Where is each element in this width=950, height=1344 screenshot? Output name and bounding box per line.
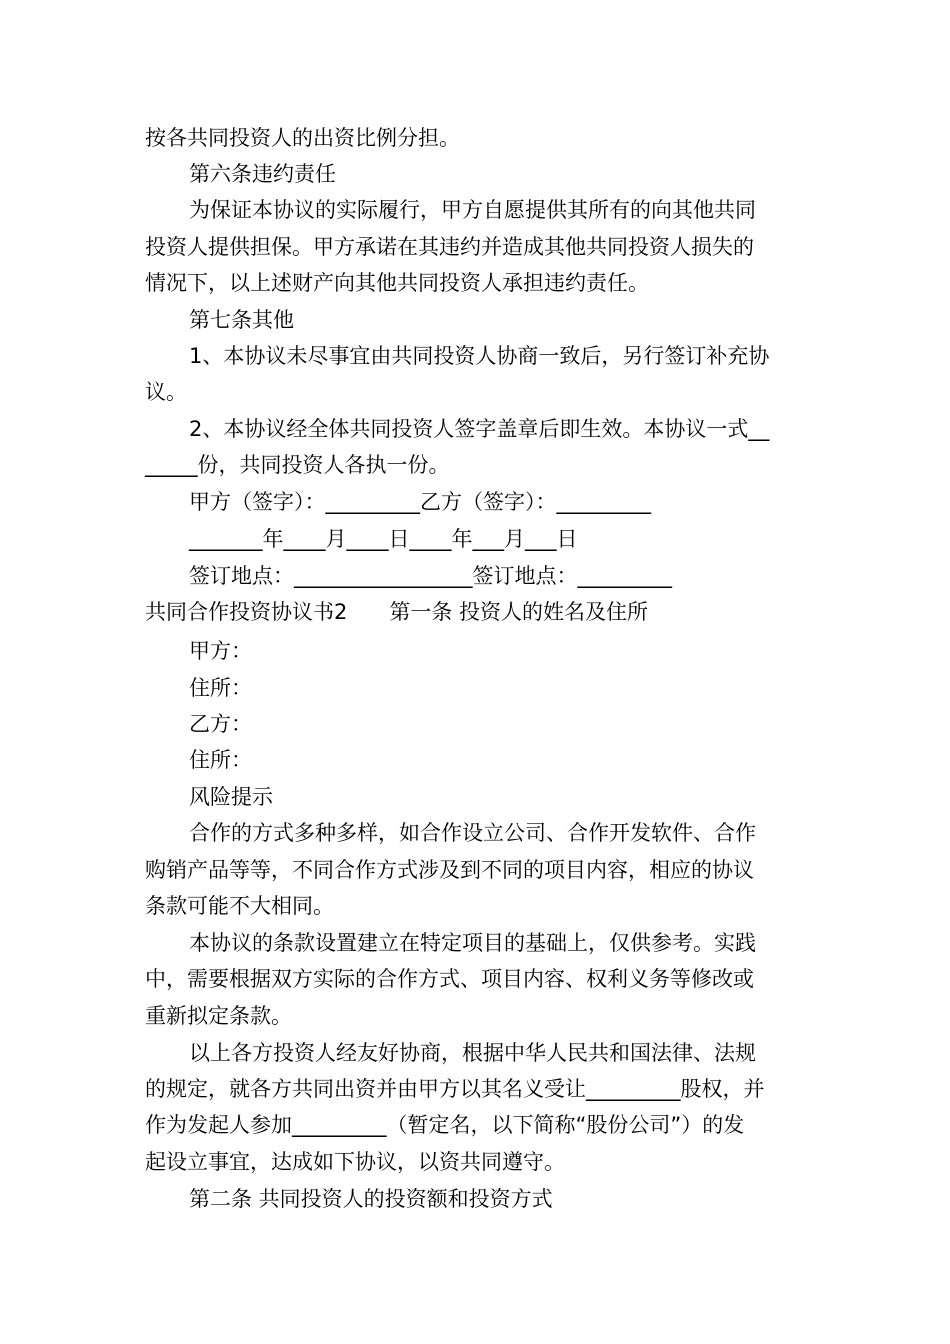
address-label: 住所： <box>189 676 252 700</box>
text-line: 投资人提供担保。甲方承诺在其违约并造成其他共同投资人损失的 <box>145 235 754 259</box>
section-heading: 风险提示 <box>189 785 273 809</box>
text-line: 情况下，以上述财产向其他共同投资人承担违约责任。 <box>145 271 649 295</box>
section-heading: 第七条其他 <box>189 308 294 332</box>
text-line: 2、本协议经全体共同投资人签字盖章后即生效。本协议一式__ <box>189 417 770 441</box>
party-label: 乙方： <box>189 712 252 736</box>
section-heading: 第二条 共同投资人的投资额和投资方式 <box>189 1187 553 1211</box>
text-line: 条款可能不大相同。 <box>145 894 334 918</box>
address-label: 住所： <box>189 748 252 772</box>
text-line: 合作的方式多种多样，如合作设立公司、合作开发软件、合作 <box>189 821 756 845</box>
signature-line: 甲方（签字）：_________乙方（签字）：_________ <box>189 490 651 514</box>
document-title: 共同合作投资协议书2 第一条 投资人的姓名及住所 <box>145 600 649 624</box>
text-line: 议。 <box>145 380 187 404</box>
text-line: 为保证本协议的实际履行，甲方自愿提供其所有的向其他共同 <box>189 198 756 222</box>
party-label: 甲方： <box>189 639 252 663</box>
text-line: 以上各方投资人经友好协商，根据中华人民共和国法律、法规 <box>189 1041 756 1065</box>
text-line: 起设立事宜，达成如下协议，以资共同遵守。 <box>145 1150 565 1174</box>
text-line: 1、本协议未尽事宜由共同投资人协商一致后，另行签订补充协 <box>189 344 770 368</box>
location-line: 签订地点：_________________签订地点：_________ <box>189 564 672 588</box>
text-line: 本协议的条款设置建立在特定项目的基础上，仅供参考。实践 <box>189 931 756 955</box>
text-line: _____份，共同投资人各执一份。 <box>145 453 450 477</box>
text-line: 按各共同投资人的出资比例分担。 <box>145 126 460 150</box>
text-line: 的规定，就各方共同出资并由甲方以其名义受让_________股权，并 <box>145 1077 765 1101</box>
section-heading: 第六条违约责任 <box>189 162 336 186</box>
text-line: 购销产品等等，不同合作方式涉及到不同的项目内容，相应的协议 <box>145 858 754 882</box>
text-line: 重新拟定条款。 <box>145 1004 292 1028</box>
date-line: _______年____月____日____年___月___日 <box>189 527 578 551</box>
text-line: 作为发起人参加_________（暂定名，以下简称“股份公司”）的发 <box>145 1113 745 1137</box>
text-line: 中，需要根据双方实际的合作方式、项目内容、权利义务等修改或 <box>145 967 754 991</box>
